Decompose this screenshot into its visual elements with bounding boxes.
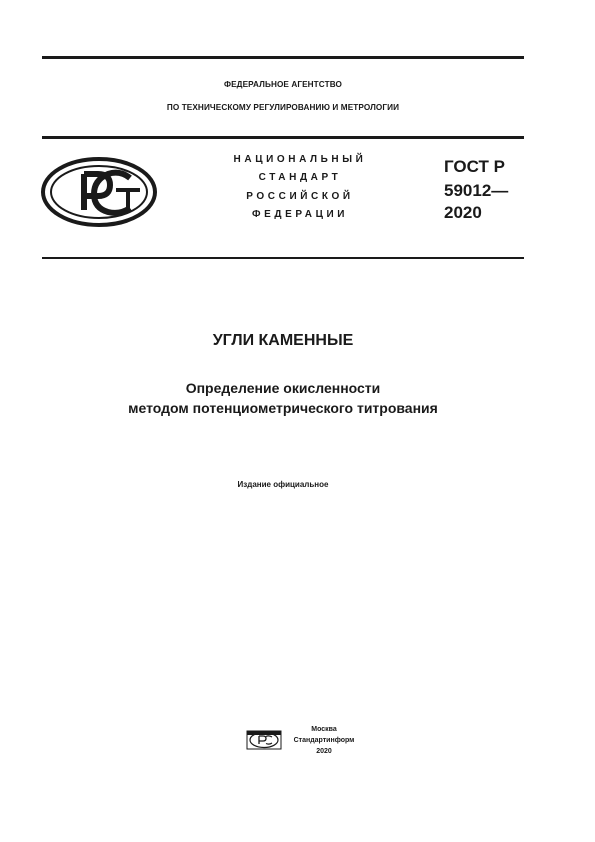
agency-line-2: ПО ТЕХНИЧЕСКОМУ РЕГУЛИРОВАНИЮ И МЕТРОЛОГИИ [166, 103, 400, 112]
national-line-3: РОССИЙСКОЙ [246, 191, 354, 202]
document-title: УГЛИ КАМЕННЫЕ [212, 332, 354, 349]
header-bottom-rule [42, 257, 524, 259]
agency-line-1: ФЕДЕРАЛЬНОЕ АГЕНТСТВО [224, 80, 342, 89]
publisher-city: Москва [311, 726, 337, 733]
publisher-year: 2020 [316, 748, 332, 755]
document-subtitle-line-2: методом потенциометрического титрования [128, 400, 438, 416]
document-subtitle-line-1: Определение окисленности [185, 380, 381, 396]
standard-code-line-1: ГОСТ Р [444, 157, 505, 176]
national-line-1: НАЦИОНАЛЬНЫЙ [233, 154, 367, 165]
publisher-name: Стандартинформ [293, 737, 355, 744]
edition-label: Издание официальное [237, 480, 329, 489]
national-line-2: СТАНДАРТ [258, 172, 342, 183]
rst-conformity-mark-icon [40, 156, 158, 228]
standard-code-line-2: 59012— [444, 181, 509, 200]
standartinform-logo-icon [246, 730, 282, 750]
header-rule [42, 136, 524, 139]
national-line-4: ФЕДЕРАЦИИ [251, 209, 349, 220]
standard-code-line-3: 2020 [444, 203, 482, 222]
top-rule [42, 56, 524, 59]
